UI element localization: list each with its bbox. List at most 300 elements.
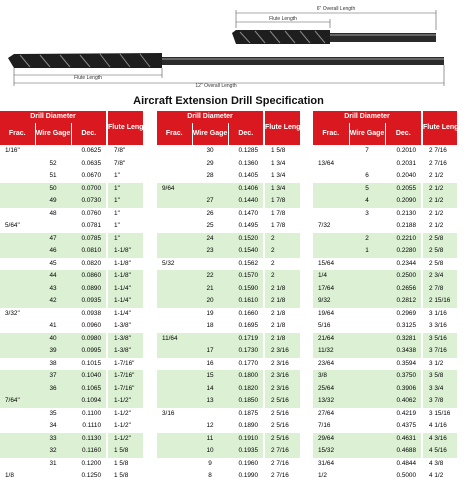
frac-cell	[0, 195, 35, 208]
table-row	[0, 258, 143, 271]
frac-cell: 1/4	[313, 270, 349, 283]
frac-cell	[157, 245, 192, 258]
table-row	[157, 370, 300, 383]
table-row	[157, 358, 300, 371]
frac-cell	[157, 370, 192, 383]
wire-gage-cell: 14	[192, 383, 228, 396]
decimal-cell: 0.0760	[81, 209, 102, 217]
frac-cell	[157, 295, 192, 308]
wire-gage-cell: 40	[35, 333, 71, 346]
frac-cell	[157, 158, 192, 171]
decimal-cell: 0.1562	[238, 259, 259, 267]
frac-cell: 27/64	[318, 409, 334, 417]
wire-gage-cell	[35, 470, 71, 483]
wire-gage-cell: 32	[35, 445, 71, 458]
decimal-cell: 0.0820	[81, 259, 102, 267]
wire-gage-cell: 52	[49, 159, 57, 167]
wire-gage-cell	[349, 333, 385, 346]
table-row	[0, 145, 143, 158]
flute-length-cell: 2 7/16	[264, 445, 300, 458]
table-row	[313, 220, 457, 233]
decimal-cell: 0.1695	[238, 322, 259, 329]
decimal-cell: 0.1440	[228, 195, 264, 208]
flute-length-cell: 2	[264, 258, 300, 271]
flute-length-cell: 2 1/2	[422, 183, 457, 196]
six-inch-drill	[232, 30, 436, 44]
table-row	[0, 445, 143, 458]
frac-header: Frac.	[313, 123, 349, 145]
flute-length-cell: 3 1/16	[422, 308, 457, 321]
decimal-cell: 0.3750	[385, 370, 422, 383]
frac-cell	[313, 245, 349, 258]
decimal-cell: 0.4219	[396, 409, 417, 417]
wire-gage-cell: 18	[206, 322, 214, 329]
wire-gage-cell	[349, 445, 385, 458]
table-row	[313, 320, 457, 333]
flute-length-cell: 1"	[107, 170, 143, 183]
flute-length-cell: 3 7/8	[422, 395, 457, 408]
frac-cell: 1/16"	[5, 147, 20, 154]
wire-gage-cell	[349, 283, 385, 296]
decimal-cell: 0.1495	[238, 222, 259, 229]
flute-length-cell: 1 7/8	[264, 208, 300, 221]
table-row	[313, 420, 457, 433]
table-row	[0, 395, 143, 408]
decimal-cell: 0.1935	[228, 445, 264, 458]
flute-length-12-label: Flute Length	[74, 75, 102, 81]
wire-gage-cell: 30	[206, 147, 214, 154]
decimal-cell: 0.0730	[71, 195, 107, 208]
wire-gage-cell	[349, 158, 385, 171]
frac-cell	[0, 170, 35, 183]
wire-gage-cell: 47	[35, 233, 71, 246]
frac-cell: 19/64	[318, 309, 334, 317]
frac-cell: 15/32	[313, 445, 349, 458]
table-row	[313, 345, 457, 358]
dec-header: Dec.	[385, 123, 422, 145]
table-row	[0, 358, 143, 371]
dec-header: Dec.	[71, 123, 107, 145]
decimal-cell: 0.0860	[71, 270, 107, 283]
flute-length-cell: 2 1/2	[422, 208, 457, 221]
flute-length-cell: 1-7/16"	[107, 358, 143, 371]
flute-length-cell: 2 1/8	[264, 295, 300, 308]
table-row	[157, 383, 300, 396]
table-row	[157, 183, 300, 196]
table-row	[157, 408, 300, 421]
flute-length-cell: 2	[264, 233, 300, 246]
frac-header: Frac.	[157, 123, 192, 145]
decimal-cell: 0.1065	[71, 383, 107, 396]
drill-diameter-header: Drill Diameter	[0, 111, 107, 123]
table-row	[313, 470, 457, 483]
table-row	[157, 283, 300, 296]
frac-cell	[0, 408, 35, 421]
decimal-cell: 0.4062	[385, 395, 422, 408]
wire-gage-cell	[349, 308, 385, 321]
wire-gage-cell	[35, 308, 71, 321]
frac-cell: 29/64	[313, 433, 349, 446]
table-row	[157, 158, 300, 171]
frac-cell	[157, 345, 192, 358]
frac-cell	[157, 470, 192, 483]
frac-cell	[313, 208, 349, 221]
flute-length-cell: 1"	[107, 195, 143, 208]
flute-length-cell: 3 5/8	[422, 370, 457, 383]
decimal-cell: 0.1100	[81, 409, 102, 417]
wire-gage-cell: 35	[49, 409, 57, 417]
frac-cell	[0, 333, 35, 346]
decimal-cell: 0.0995	[71, 345, 107, 358]
decimal-cell: 0.1285	[238, 147, 259, 154]
flute-length-cell: 1-1/2"	[107, 395, 143, 408]
decimal-cell: 0.1250	[81, 472, 102, 479]
flute-length-cell: 1-1/8"	[107, 270, 143, 283]
flute-length-cell: 1 3/4	[264, 158, 300, 171]
wire-gage-cell: 37	[35, 370, 71, 383]
flute-length-cell: 1-1/4"	[107, 295, 143, 308]
flute-length-cell: 1"	[107, 233, 143, 246]
decimal-cell: 0.0625	[81, 147, 102, 154]
decimal-cell: 0.2130	[396, 209, 417, 217]
table-row	[313, 295, 457, 308]
decimal-cell: 0.0670	[81, 172, 102, 179]
frac-cell: 17/64	[313, 283, 349, 296]
table-row	[157, 333, 300, 346]
frac-cell: 3/32"	[5, 309, 20, 317]
flute-length-cell: 2 1/8	[264, 283, 300, 296]
flute-length-cell: 2 1/2	[422, 220, 457, 233]
drill-spec-table-1	[0, 111, 151, 483]
decimal-cell: 0.2656	[385, 283, 422, 296]
decimal-cell: 0.0980	[71, 333, 107, 346]
flute-length-cell: 3 1/2	[422, 358, 457, 371]
table-row	[0, 333, 143, 346]
flute-length-cell: 1-3/8"	[107, 333, 143, 346]
flute-length-cell: 3 5/16	[422, 333, 457, 346]
drill-diameter-header: Drill Diameter	[313, 111, 422, 123]
frac-cell: 7/64"	[0, 395, 35, 408]
wire-gage-cell: 33	[35, 433, 71, 446]
wire-gage-cell	[349, 395, 385, 408]
flute-length-6-label: Flute Length	[269, 16, 297, 22]
flute-length-cell: 2 1/8	[264, 333, 300, 346]
flute-length-cell: 1 3/4	[264, 170, 300, 183]
frac-cell	[0, 370, 35, 383]
wire-gage-cell	[349, 408, 385, 421]
flute-length-cell: 1-7/16"	[107, 370, 143, 383]
wire-gage-cell: 1	[349, 245, 385, 258]
decimal-cell: 0.1730	[228, 345, 264, 358]
flute-length-cell: 4 3/16	[422, 433, 457, 446]
table-row	[157, 470, 300, 483]
wire-gage-cell: 5	[349, 183, 385, 196]
wire-gage-cell: 38	[49, 359, 57, 367]
flute-length-cell: 2 7/16	[422, 145, 457, 158]
frac-cell	[0, 458, 35, 471]
frac-cell	[0, 320, 35, 333]
wire-gage-cell: 21	[192, 283, 228, 296]
frac-cell	[157, 233, 192, 246]
decimal-cell: 0.1770	[238, 359, 259, 367]
wire-gage-cell: 27	[192, 195, 228, 208]
table-row	[0, 458, 143, 471]
table-row	[0, 470, 143, 483]
flute-length-cell: 1-1/4"	[107, 283, 143, 296]
table-row	[157, 320, 300, 333]
table-row	[0, 220, 143, 233]
wire-gage-cell	[35, 220, 71, 233]
flute-length-header: Flute Length	[422, 111, 457, 145]
frac-cell	[157, 420, 192, 433]
flute-length-cell: 2 1/2	[422, 170, 457, 183]
frac-cell	[157, 220, 192, 233]
table-row	[313, 195, 457, 208]
wire-gage-cell	[192, 183, 228, 196]
table-row	[313, 208, 457, 221]
table-row	[313, 170, 457, 183]
flute-length-cell: 1 5/8	[264, 145, 300, 158]
flute-length-cell: 2 5/16	[264, 408, 300, 421]
wire-gage-cell: 42	[35, 295, 71, 308]
decimal-cell: 0.2188	[396, 222, 417, 229]
wire-gage-cell: 6	[365, 172, 369, 179]
wire-gage-cell: 41	[49, 322, 57, 329]
frac-cell	[0, 420, 35, 433]
frac-cell: 3/8	[313, 370, 349, 383]
decimal-cell: 0.1540	[228, 245, 264, 258]
table-row	[157, 345, 300, 358]
decimal-cell: 0.0785	[71, 233, 107, 246]
wire-gage-cell	[349, 433, 385, 446]
wire-gage-cell: 44	[35, 270, 71, 283]
frac-cell: 1/8	[5, 472, 14, 479]
flute-length-cell: 2 3/16	[264, 358, 300, 371]
frac-cell: 5/32	[162, 259, 175, 267]
decimal-cell: 0.1405	[238, 172, 259, 179]
wire-gage-cell	[192, 408, 228, 421]
flute-length-cell: 1 5/8	[107, 445, 143, 458]
decimal-cell: 0.3281	[385, 333, 422, 346]
drill-diameter-header: Drill Diameter	[157, 111, 264, 123]
decimal-cell: 0.2500	[385, 270, 422, 283]
frac-cell	[313, 183, 349, 196]
frac-cell: 11/64	[157, 333, 192, 346]
table-row	[0, 195, 143, 208]
flute-length-cell: 2 3/4	[422, 270, 457, 283]
flute-length-cell: 4 5/16	[422, 445, 457, 458]
frac-cell: 9/64	[157, 183, 192, 196]
frac-cell	[313, 170, 349, 183]
decimal-cell: 0.1015	[81, 359, 102, 367]
wire-gage-cell: 17	[192, 345, 228, 358]
wire-gage-header: Wire Gage	[349, 123, 385, 145]
table-row	[313, 258, 457, 271]
decimal-cell: 0.1094	[71, 395, 107, 408]
decimal-cell: 0.1610	[228, 295, 264, 308]
decimal-cell: 0.1820	[228, 383, 264, 396]
frac-cell	[0, 295, 35, 308]
decimal-cell: 0.1875	[238, 409, 259, 417]
flute-length-cell: 2 5/16	[264, 395, 300, 408]
wire-gage-cell	[349, 470, 385, 483]
frac-cell	[157, 395, 192, 408]
flute-length-cell: 1-1/8"	[107, 258, 143, 271]
decimal-cell: 0.3125	[396, 322, 417, 329]
wire-gage-cell	[349, 383, 385, 396]
frac-cell	[157, 208, 192, 221]
wire-gage-header: Wire Gage	[35, 123, 71, 145]
frac-cell	[0, 183, 35, 196]
flute-length-cell: 1-7/16"	[107, 383, 143, 396]
decimal-cell: 0.4631	[385, 433, 422, 446]
wire-gage-cell	[349, 320, 385, 333]
table-row	[0, 308, 143, 321]
decimal-cell: 0.0960	[81, 322, 102, 329]
frac-cell: 7/32	[318, 222, 331, 229]
frac-header: Frac.	[0, 123, 35, 145]
flute-length-cell: 1 7/8	[264, 220, 300, 233]
table-row	[313, 458, 457, 471]
flute-length-cell: 2 5/8	[422, 258, 457, 271]
flute-length-cell: 1-3/8"	[107, 320, 143, 333]
table-row	[313, 358, 457, 371]
frac-cell	[0, 258, 35, 271]
wire-gage-cell: 15	[192, 370, 228, 383]
decimal-cell: 0.1800	[228, 370, 264, 383]
flute-length-cell: 4 1/16	[422, 420, 457, 433]
decimal-cell: 0.2031	[396, 159, 417, 167]
decimal-cell: 0.1590	[228, 283, 264, 296]
table-row	[157, 308, 300, 321]
frac-cell	[0, 283, 35, 296]
frac-cell	[0, 345, 35, 358]
wire-gage-cell	[349, 345, 385, 358]
flute-length-cell: 2 5/8	[422, 245, 457, 258]
flute-length-cell: 1 5/8	[107, 470, 143, 483]
decimal-cell: 0.1570	[228, 270, 264, 283]
table-row	[157, 395, 300, 408]
wire-gage-cell: 12	[206, 422, 214, 429]
flute-length-cell: 2	[264, 270, 300, 283]
decimal-cell: 0.0938	[81, 309, 102, 317]
wire-gage-cell	[192, 333, 228, 346]
table-row	[0, 295, 143, 308]
frac-cell	[0, 445, 35, 458]
table-row	[313, 233, 457, 246]
decimal-cell: 0.1910	[228, 433, 264, 446]
wire-gage-cell: 13	[192, 395, 228, 408]
frac-cell	[0, 383, 35, 396]
frac-cell	[0, 433, 35, 446]
table-row	[0, 320, 143, 333]
decimal-cell: 0.0781	[81, 222, 102, 229]
frac-cell	[157, 270, 192, 283]
table-row	[0, 158, 143, 171]
wire-gage-cell: 50	[35, 183, 71, 196]
flute-length-cell: 1-1/2"	[107, 408, 143, 421]
flute-length-cell: 4 1/2	[422, 470, 457, 483]
decimal-cell: 0.2055	[385, 183, 422, 196]
wire-gage-cell: 20	[192, 295, 228, 308]
flute-length-cell: 2 5/8	[422, 233, 457, 246]
wire-gage-cell: 45	[49, 259, 57, 267]
flute-length-cell: 2 3/16	[264, 345, 300, 358]
decimal-cell: 0.1360	[238, 159, 259, 167]
flute-length-cell: 3 7/16	[422, 345, 457, 358]
table-row	[313, 445, 457, 458]
wire-gage-cell: 24	[192, 233, 228, 246]
overall-length-12-label: 12" Overall Length	[195, 83, 237, 89]
wire-gage-cell	[349, 258, 385, 271]
table-row	[157, 420, 300, 433]
decimal-cell: 0.2010	[396, 147, 417, 154]
frac-cell: 23/64	[318, 359, 334, 367]
wire-gage-cell: 3	[365, 209, 369, 217]
drill-spec-table-3	[313, 111, 465, 483]
flute-length-cell: 1 3/4	[264, 183, 300, 196]
frac-cell	[157, 170, 192, 183]
table-row	[313, 433, 457, 446]
table-row	[0, 408, 143, 421]
frac-cell	[157, 195, 192, 208]
wire-gage-cell: 39	[35, 345, 71, 358]
extension-drill-illustration	[0, 0, 457, 92]
frac-cell	[0, 358, 35, 371]
frac-cell: 3/16	[162, 409, 175, 417]
table-row	[313, 370, 457, 383]
flute-length-cell: 2 7/16	[264, 458, 300, 471]
wire-gage-cell: 10	[192, 445, 228, 458]
frac-cell: 13/64	[318, 159, 334, 167]
decimal-cell: 0.5000	[396, 472, 417, 479]
table-row	[157, 245, 300, 258]
table-row	[157, 295, 300, 308]
flute-length-cell: 1-1/4"	[107, 308, 143, 321]
wire-gage-cell	[349, 270, 385, 283]
flute-length-cell: 1-1/2"	[107, 420, 143, 433]
twelve-inch-drill	[8, 53, 444, 68]
overall-length-6-label: 6" Overall Length	[316, 6, 356, 12]
flute-length-cell: 2 3/16	[264, 370, 300, 383]
flute-length-cell: 2 5/16	[264, 420, 300, 433]
table-row	[313, 145, 457, 158]
table-row	[0, 283, 143, 296]
flute-length-cell: 2 15/16	[422, 295, 457, 308]
frac-cell	[157, 145, 192, 158]
flute-length-cell: 3 3/16	[422, 320, 457, 333]
table-row	[313, 183, 457, 196]
table-row	[313, 308, 457, 321]
table-row	[0, 383, 143, 396]
wire-gage-cell	[349, 458, 385, 471]
table-row	[313, 158, 457, 171]
decimal-cell: 0.2210	[385, 233, 422, 246]
wire-gage-cell: 16	[206, 359, 214, 367]
wire-gage-cell: 2	[349, 233, 385, 246]
decimal-cell: 0.4844	[396, 459, 417, 467]
flute-length-header: Flute Length	[264, 111, 300, 145]
decimal-cell: 0.4688	[385, 445, 422, 458]
spec-title: Aircraft Extension Drill Specification	[133, 95, 324, 107]
frac-cell: 11/32	[313, 345, 349, 358]
flute-length-cell: 3 3/4	[422, 383, 457, 396]
decimal-cell: 0.0700	[71, 183, 107, 196]
table-row	[313, 408, 457, 421]
frac-cell	[313, 145, 349, 158]
decimal-cell: 0.1160	[71, 445, 107, 458]
wire-gage-cell: 36	[35, 383, 71, 396]
